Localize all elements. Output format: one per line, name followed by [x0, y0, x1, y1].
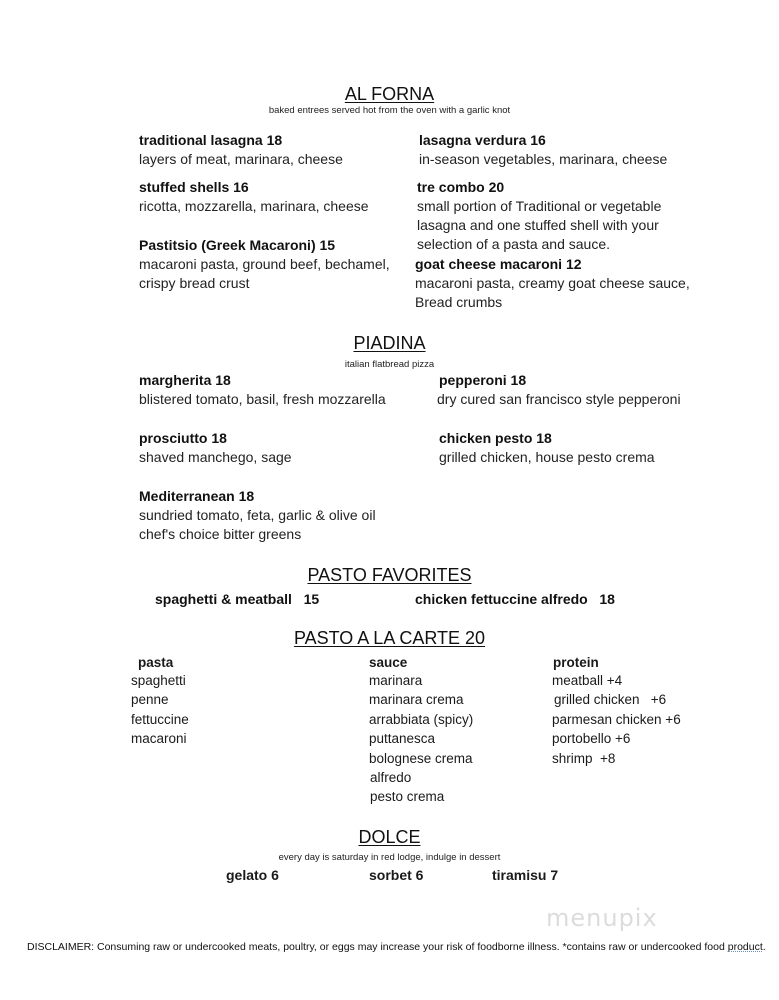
column-item: bolognese crema: [369, 750, 473, 766]
item-name: pepperoni 18: [439, 372, 527, 388]
column-item: fettuccine: [131, 711, 189, 727]
item-desc: sundried tomato, feta, garlic & olive oil: [139, 507, 376, 523]
item-name: chicken pesto 18: [439, 430, 552, 446]
column-item: marinara crema: [369, 692, 464, 708]
column-protein: [552, 654, 681, 768]
disclaimer-text: DISCLAIMER: Consuming raw or undercooked meats, poultry, or eggs may increase your risk of foodborne illness. *contains raw or undercooked food: [27, 941, 728, 953]
section-title-piadina: PIADINA: [353, 333, 426, 353]
menu-item: [417, 178, 661, 254]
menu-item: [139, 178, 369, 216]
dessert-item: tiramisu 7: [492, 867, 559, 883]
menu-item: [415, 255, 690, 312]
item-name: goat cheese macaroni 12: [415, 256, 582, 272]
item-name: prosciutto 18: [139, 430, 227, 446]
item-desc: chef's choice bitter greens: [139, 526, 302, 542]
dessert-item: gelato 6: [226, 867, 279, 883]
column-item: penne: [131, 692, 169, 708]
menu-item: [419, 131, 667, 169]
item-desc: crispy bread crust: [139, 275, 250, 291]
column-item: arrabbiata (spicy): [369, 711, 474, 727]
item-desc: macaroni pasta, creamy goat cheese sauce,: [415, 275, 690, 291]
menu-item: [139, 131, 343, 169]
section-subtitle-al-forna: baked entrees served hot from the oven with a garlic knot: [268, 105, 511, 116]
item-desc: in-season vegetables, marinara, cheese: [419, 151, 668, 167]
item-desc: lasagna and one stuffed shell with your: [417, 217, 659, 233]
column-sauce: [369, 654, 473, 807]
menupix-watermark: menupix: [546, 904, 658, 932]
column-item: marinara: [369, 673, 423, 688]
item-name: traditional lasagna 18: [139, 132, 283, 148]
column-item: spaghetti: [131, 673, 186, 688]
favorite-item: spaghetti & meatball 15: [155, 591, 320, 607]
disclaimer-text-underlined: product: [727, 941, 763, 953]
item-desc: shaved manchego, sage: [139, 449, 292, 465]
column-item: alfredo: [370, 770, 412, 786]
menu-item: [439, 371, 681, 409]
disclaimer: [27, 941, 766, 953]
item-desc: ricotta, mozzarella, marinara, cheese: [139, 198, 369, 214]
item-name: margherita 18: [139, 372, 231, 388]
menu-item: [139, 371, 386, 409]
item-desc: Bread crumbs: [415, 294, 503, 310]
item-desc: dry cured san francisco style pepperoni: [437, 391, 681, 407]
disclaimer-period: .: [762, 941, 766, 953]
item-name: tre combo 20: [417, 179, 505, 195]
menu-item: [139, 429, 292, 467]
section-subtitle-piadina: italian flatbread pizza: [344, 359, 435, 370]
column-header: sauce: [369, 655, 408, 670]
column-item: pesto crema: [370, 789, 445, 805]
column-header: protein: [553, 655, 599, 670]
menu-item: [139, 487, 376, 544]
menu-item: [439, 429, 655, 467]
favorite-item: chicken fettuccine alfredo 18: [415, 591, 615, 607]
column-item: macaroni: [131, 731, 187, 747]
item-desc: selection of a pasta and sauce.: [417, 236, 611, 252]
column-pasta: [131, 654, 189, 749]
section-title-pasto-a-la-carte: PASTO A LA CARTE 20: [293, 628, 486, 648]
column-header: pasta: [138, 655, 174, 670]
column-item: portobello +6: [552, 731, 631, 747]
section-title-dolce: DOLCE: [358, 827, 421, 847]
column-item: parmesan chicken +6: [552, 711, 681, 727]
column-item: meatball +4: [552, 673, 623, 688]
item-desc: grilled chicken, house pesto crema: [439, 449, 655, 465]
item-name: lasagna verdura 16: [419, 132, 546, 148]
item-name: stuffed shells 16: [139, 179, 249, 195]
menu-item: [139, 236, 390, 293]
item-name: Pastitsio (Greek Macaroni) 15: [139, 237, 336, 253]
item-desc: blistered tomato, basil, fresh mozzarella: [139, 391, 386, 407]
dessert-item: sorbet 6: [369, 867, 424, 883]
item-name: Mediterranean 18: [139, 488, 255, 504]
column-item: puttanesca: [369, 731, 436, 747]
column-item: shrimp +8: [552, 750, 616, 766]
section-title-al-forna: AL FORNA: [344, 84, 435, 104]
column-item: grilled chicken +6: [554, 692, 667, 708]
item-desc: layers of meat, marinara, cheese: [139, 151, 343, 167]
item-desc: small portion of Traditional or vegetable: [417, 198, 662, 214]
section-subtitle-dolce: every day is saturday in red lodge, indulge in dessert: [278, 852, 501, 863]
item-desc: macaroni pasta, ground beef, bechamel,: [139, 256, 390, 272]
section-title-pasto-favorites: PASTO FAVORITES: [307, 565, 472, 585]
